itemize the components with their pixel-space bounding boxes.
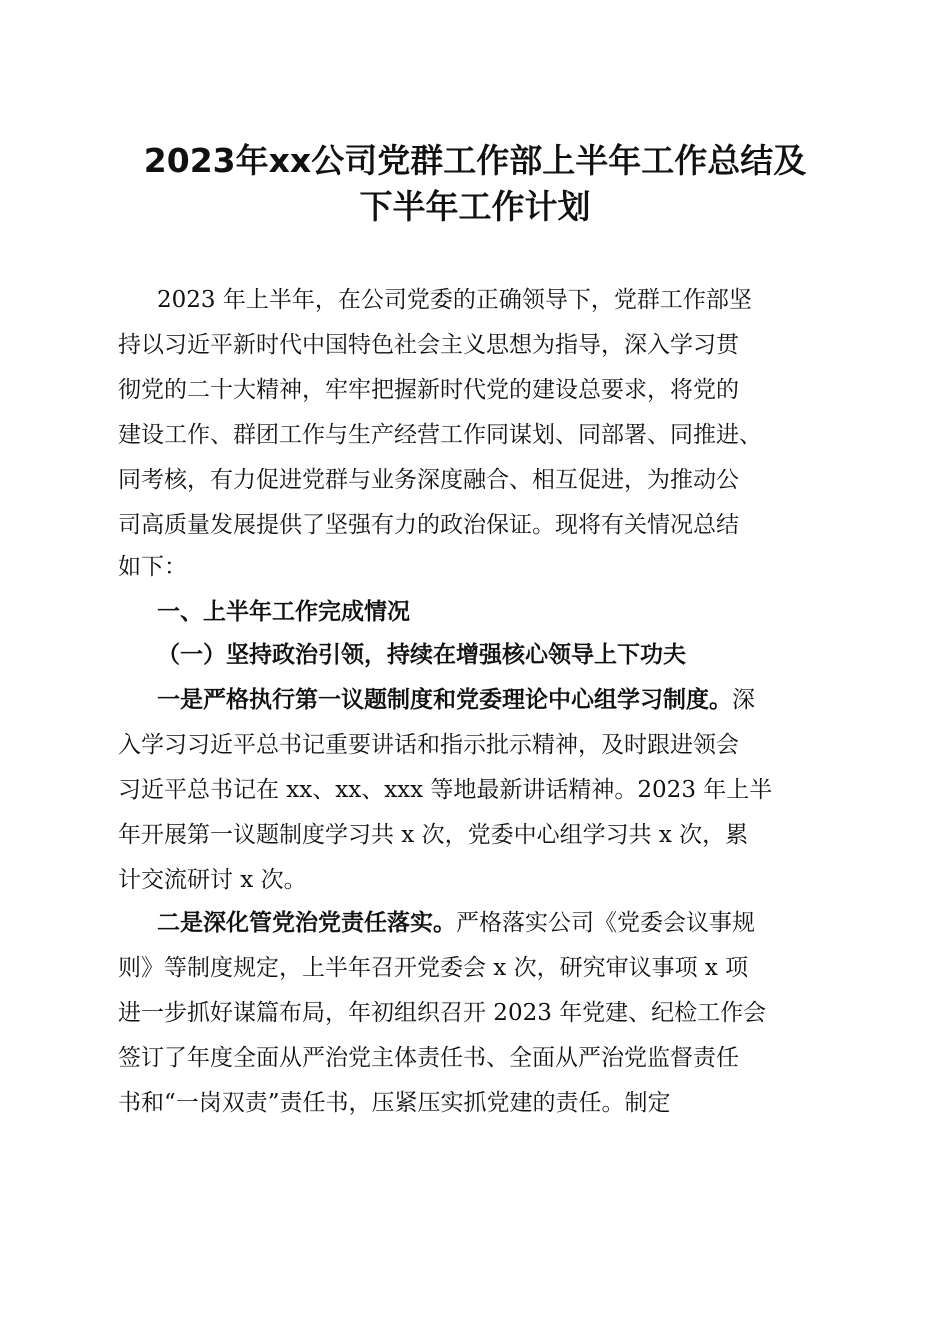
intro-line: 如下： <box>118 554 187 580</box>
intro-line: 彻党的二十大精神，牢牢把握新时代党的建设总要求，将党的 <box>118 377 739 403</box>
paragraph-line: 则》等制度规定，上半年召开党委会 x 次，研究审议事项 x 项 <box>118 955 749 981</box>
paragraph-line <box>157 685 755 715</box>
paragraph-lead: 二是深化管党治党责任落实。 <box>157 909 456 936</box>
document-title-line-1: 2023年xx公司党群工作部上半年工作总结及 <box>143 141 807 180</box>
paragraph-line: 签订了年度全面从严治党主体责任书、全面从严治党监督责任 <box>118 1045 739 1071</box>
intro-line: 持以习近平新时代中国特色社会主义思想为指导，深入学习贯 <box>118 332 739 358</box>
paragraph-text: 深 <box>732 687 755 713</box>
section-heading: 一、上半年工作完成情况 <box>157 599 410 625</box>
intro-line: 建设工作、群团工作与生产经营工作同谋划、同部署、同推进、 <box>118 422 762 448</box>
paragraph-line: 计交流研讨 x 次。 <box>118 867 307 893</box>
paragraph-line: 书和“一岗双责”责任书，压紧压实抓党建的责任。制定 <box>118 1090 671 1116</box>
subsection-heading: （一）坚持政治引领，持续在增强核心领导上下功夫 <box>157 641 686 668</box>
paragraph-text: 严格落实公司《党委会议事规 <box>456 910 755 936</box>
intro-line: 2023 年上半年，在公司党委的正确领导下，党群工作部坚 <box>157 287 752 313</box>
paragraph-lead: 一是严格执行第一议题制度和党委理论中心组学习制度。 <box>157 686 732 713</box>
paragraph-line: 入学习习近平总书记重要讲话和指示批示精神，及时跟进领会 <box>118 732 739 758</box>
document-title-line-2: 下半年工作计划 <box>359 187 591 226</box>
paragraph-line <box>157 908 755 938</box>
paragraph-line: 进一步抓好谋篇布局，年初组织召开 2023 年党建、纪检工作会 <box>118 1000 767 1026</box>
paragraph-line: 习近平总书记在 xx、xx、xxx 等地最新讲话精神。2023 年上半 <box>118 777 773 803</box>
intro-line: 司高质量发展提供了坚强有力的政治保证。现将有关情况总结 <box>118 512 739 538</box>
intro-line: 同考核，有力促进党群与业务深度融合、相互促进，为推动公 <box>118 467 739 493</box>
paragraph-line: 年开展第一议题制度学习共 x 次，党委中心组学习共 x 次，累 <box>118 822 749 848</box>
